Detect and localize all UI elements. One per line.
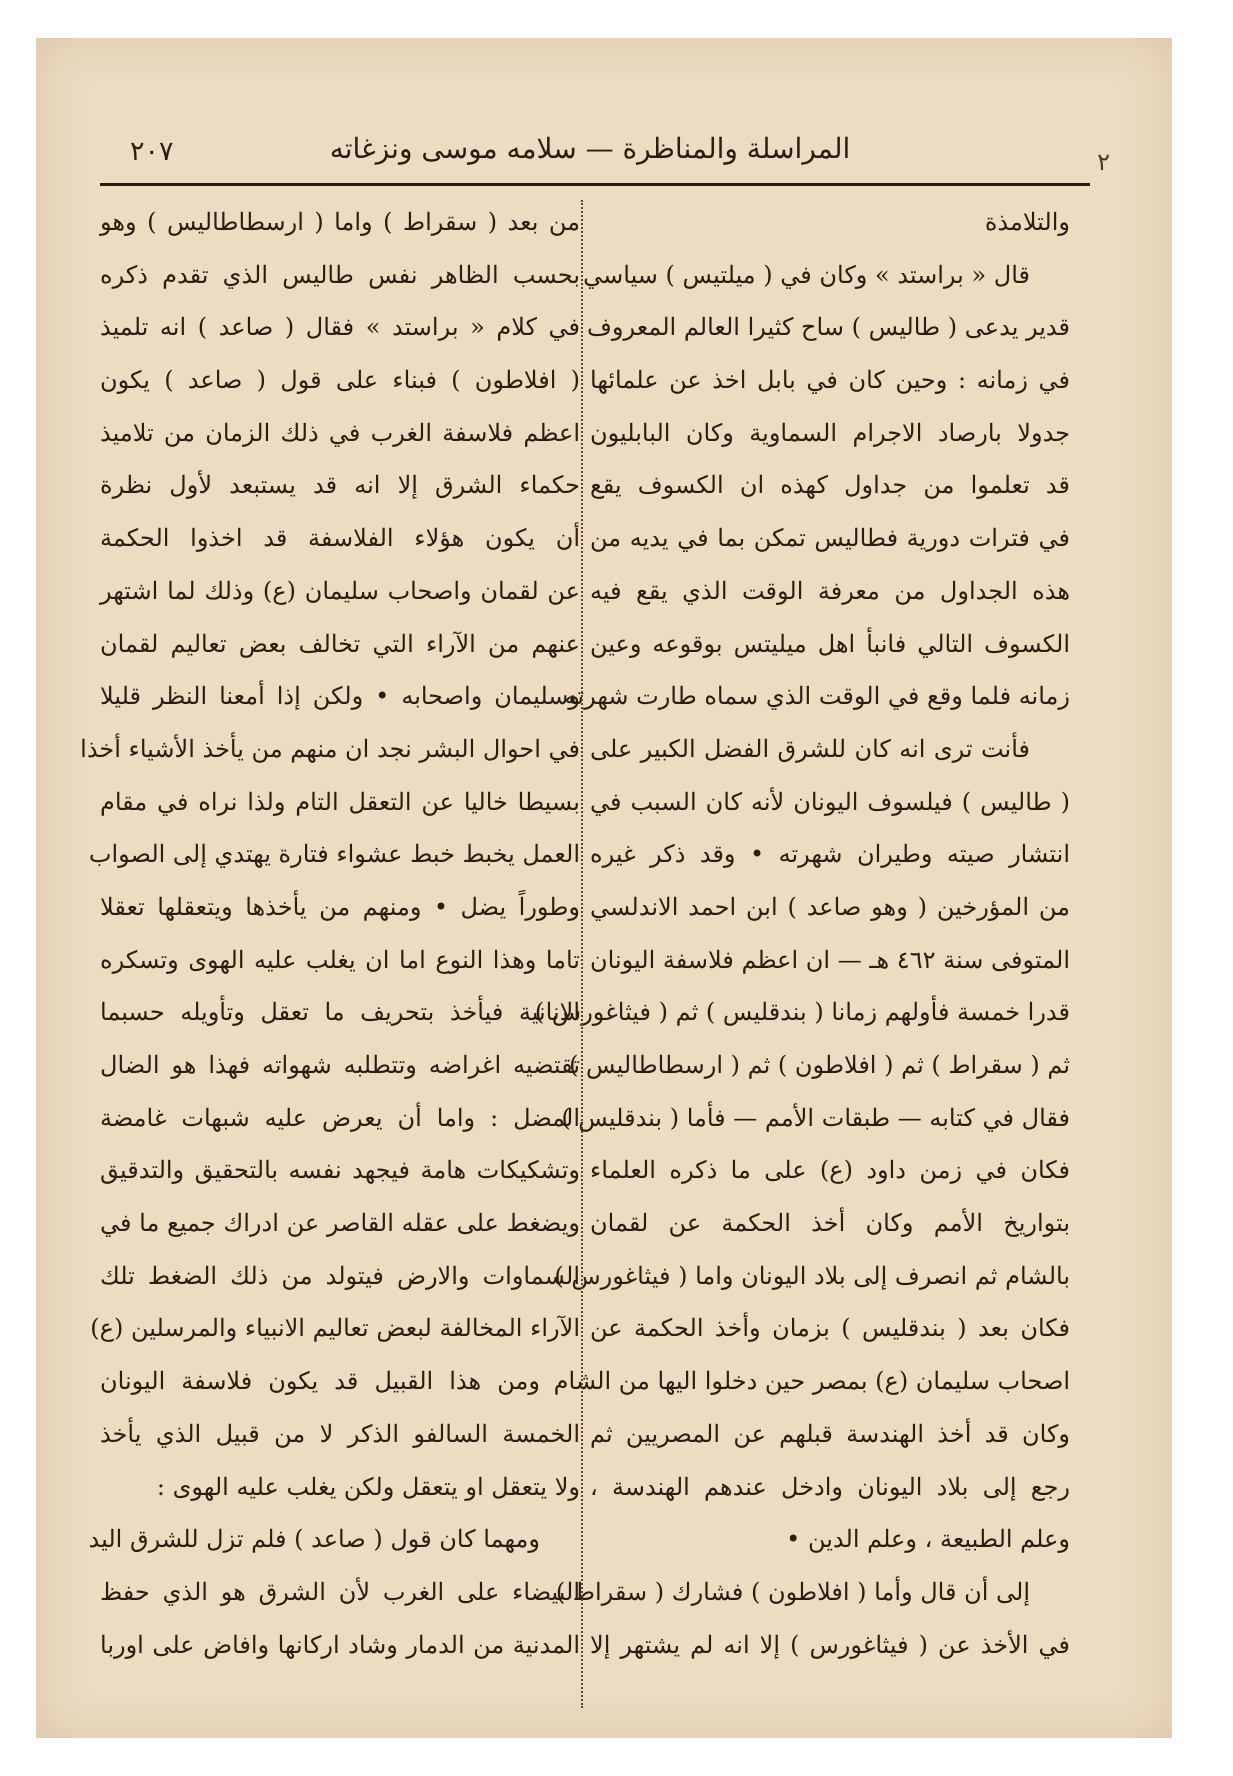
text-line: المدنية من الدمار وشاد اركانها وافاض على اوربا (100, 1630, 580, 1659)
text-line: قد تعلموا من جداول كهذه ان الكسوف يقع (590, 471, 1070, 500)
text-line: والتلامذة (984, 208, 1070, 236)
text-line: المتوفى سنة ٤٦٢ هـ — ان اعظم فلاسفة اليونان (590, 945, 1070, 974)
running-head-title: المراسلة والمناظرة — سلامه موسى ونزغاته (329, 132, 851, 165)
text-line: بتواريخ الأمم وكان أخذ الحكمة عن لقمان (590, 1209, 1070, 1238)
text-line: في فترات دورية فطاليس تمكن بما في يديه من (590, 524, 1070, 553)
text-line: هذه الجداول من معرفة الوقت الذي يقع فيه (590, 576, 1070, 605)
text-line: المضل : واما أن يعرض عليه شبهات غامضة (100, 1103, 580, 1132)
text-line: وطوراً يضل • ومنهم من يأخذها ويتعقلها تعقلا (100, 892, 580, 921)
left-column (80, 196, 581, 1671)
text-line: بالشام ثم انصرف إلى بلاد اليونان واما ( فيثاغورس ) (554, 1261, 1070, 1290)
text-line: من المؤرخين ( وهو صاعد ) ابن احمد الاندلسي (590, 892, 1070, 921)
text-line: ولا يتعقل او يتعقل ولكن يغلب عليه الهوى : (156, 1472, 580, 1501)
text-line: العمل يخبط خبط عشواء فتارة يهتدي إلى الصواب (88, 840, 580, 869)
column-divider (581, 200, 583, 1708)
text-line: وكان قد أخذ الهندسة قبلهم عن المصريين ثم (590, 1419, 1070, 1448)
text-line: فقال في كتابه — طبقات الأمم — فأما ( بندقليس ) (561, 1103, 1070, 1132)
text-line: أن يكون هؤلاء الفلاسفة قد اخذوا الحكمة (100, 524, 580, 553)
page-number: ٢٠٧ (130, 136, 174, 167)
text-line: في الأخذ عن ( فيثاغورس ) إلا انه لم يشتهر إلا (590, 1630, 1070, 1659)
text-line: قدير يدعى ( طاليس ) ساح كثيرا العالم المعروف (587, 313, 1070, 342)
text-line: الانانية فيأخذ بتحريف ما تعقل وتأويله حسبما (100, 998, 580, 1027)
book-page (70, 88, 1110, 1728)
text-line: في زمانه : وحين كان في بابل اخذ عن علمائها (590, 366, 1070, 395)
right-column (534, 196, 1070, 1671)
text-line: حكماء الشرق إلا انه قد يستبعد لأول نظرة (100, 471, 580, 500)
text-line: إلى أن قال وأما ( افلاطون ) فشارك ( سقراط ) (555, 1577, 1030, 1606)
header-rule (100, 183, 1090, 186)
text-line: ومن هذا القبيل قد يكون فلاسفة اليونان (100, 1367, 540, 1396)
text-line: السماوات والارض فيتولد من ذلك الضغط تلك (100, 1261, 580, 1290)
text-line: انتشار صيته وطيران شهرته • وقد ذكر غيره (590, 840, 1070, 869)
text-line: ومهما كان قول ( صاعد ) فلم تزل للشرق اليد (88, 1525, 540, 1554)
text-line: وسليمان واصحابه • ولكن إذا أمعنا النظر قليلا (100, 682, 580, 711)
text-line: قال « براستد » وكان في ( ميلتيس ) سياسي (583, 260, 1030, 289)
text-line: جدولا بارصاد الاجرام السماوية وكان البابليون (590, 418, 1070, 447)
text-line: في كلام « براستد » فقال ( صاعد ) انه تلميذ (100, 313, 580, 342)
margin-mark: ٢ (1097, 148, 1110, 176)
text-line: عن لقمان واصحاب سليمان (ع) وذلك لما اشتهر (100, 576, 580, 605)
text-line: عنهم من الآراء التي تخالف بعض تعاليم لقمان (100, 629, 580, 658)
text-line: وعلم الطبيعة ، وعلم الدين • (786, 1525, 1070, 1554)
text-line: ثم ( سقراط ) ثم ( افلاطون ) ثم ( ارسطاطاليس ) (569, 1051, 1070, 1079)
text-line: تقتضيه اغراضه وتتطلبه شهواته فهذا هو الضال (100, 1051, 580, 1079)
text-line: في احوال البشر نجد ان منهم من يأخذ الأشياء أخذا (80, 734, 580, 763)
text-line: الكسوف التالي فانبأ اهل ميليتس بوقوعه وعين (590, 629, 1070, 658)
text-line: وتشكيكات هامة فيجهد نفسه بالتحقيق والتدقيق (100, 1156, 580, 1185)
text-line: فأنت ترى انه كان للشرق الفضل الكبير على (590, 734, 1030, 763)
text-line: من بعد ( سقراط ) واما ( ارسطاطاليس ) وهو (100, 208, 580, 236)
text-line: الآراء المخالفة لبعض تعاليم الانبياء والمرسلين (ع) (90, 1314, 580, 1343)
text-line: البيضاء على الغرب لأن الشرق هو الذي حفظ (100, 1577, 580, 1606)
text-line: فكان في زمن داود (ع) على ما ذكره العلماء (590, 1156, 1070, 1185)
text-line: رجع إلى بلاد اليونان وادخل عندهم الهندسة ، (590, 1472, 1070, 1501)
running-head (110, 128, 1070, 168)
text-line: الخمسة السالفو الذكر لا من قبيل الذي يأخذ (100, 1419, 581, 1448)
text-line: قدرا خمسة فأولهم زمانا ( بندقليس ) ثم ( فيثاغورس ) (534, 998, 1070, 1027)
text-line: بحسب الظاهر نفس طاليس الذي تقدم ذكره (100, 260, 580, 289)
text-line: فكان بعد ( بندقليس ) بزمان وأخذ الحكمة عن (590, 1314, 1070, 1343)
text-line: ( افلاطون ) فبناء على قول ( صاعد ) يكون (100, 366, 580, 395)
text-line: اصحاب سليمان (ع) بمصر حين دخلوا اليها من الشام (553, 1367, 1070, 1396)
text-line: تاما وهذا النوع اما ان يغلب عليه الهوى وتسكره (100, 945, 580, 974)
text-line: بسيطا خاليا عن التعقل التام ولذا نراه في مقام (100, 787, 580, 816)
text-line: زمانه فلما وقع في الوقت الذي سماه طارت شهرته (564, 682, 1070, 711)
text-line: ( طاليس ) فيلسوف اليونان لأنه كان السبب في (590, 787, 1070, 816)
text-line: ويضغط على عقله القاصر عن ادراك جميع ما في (100, 1209, 580, 1238)
text-line: اعظم فلاسفة الغرب في ذلك الزمان من تلاميذ (100, 418, 580, 447)
